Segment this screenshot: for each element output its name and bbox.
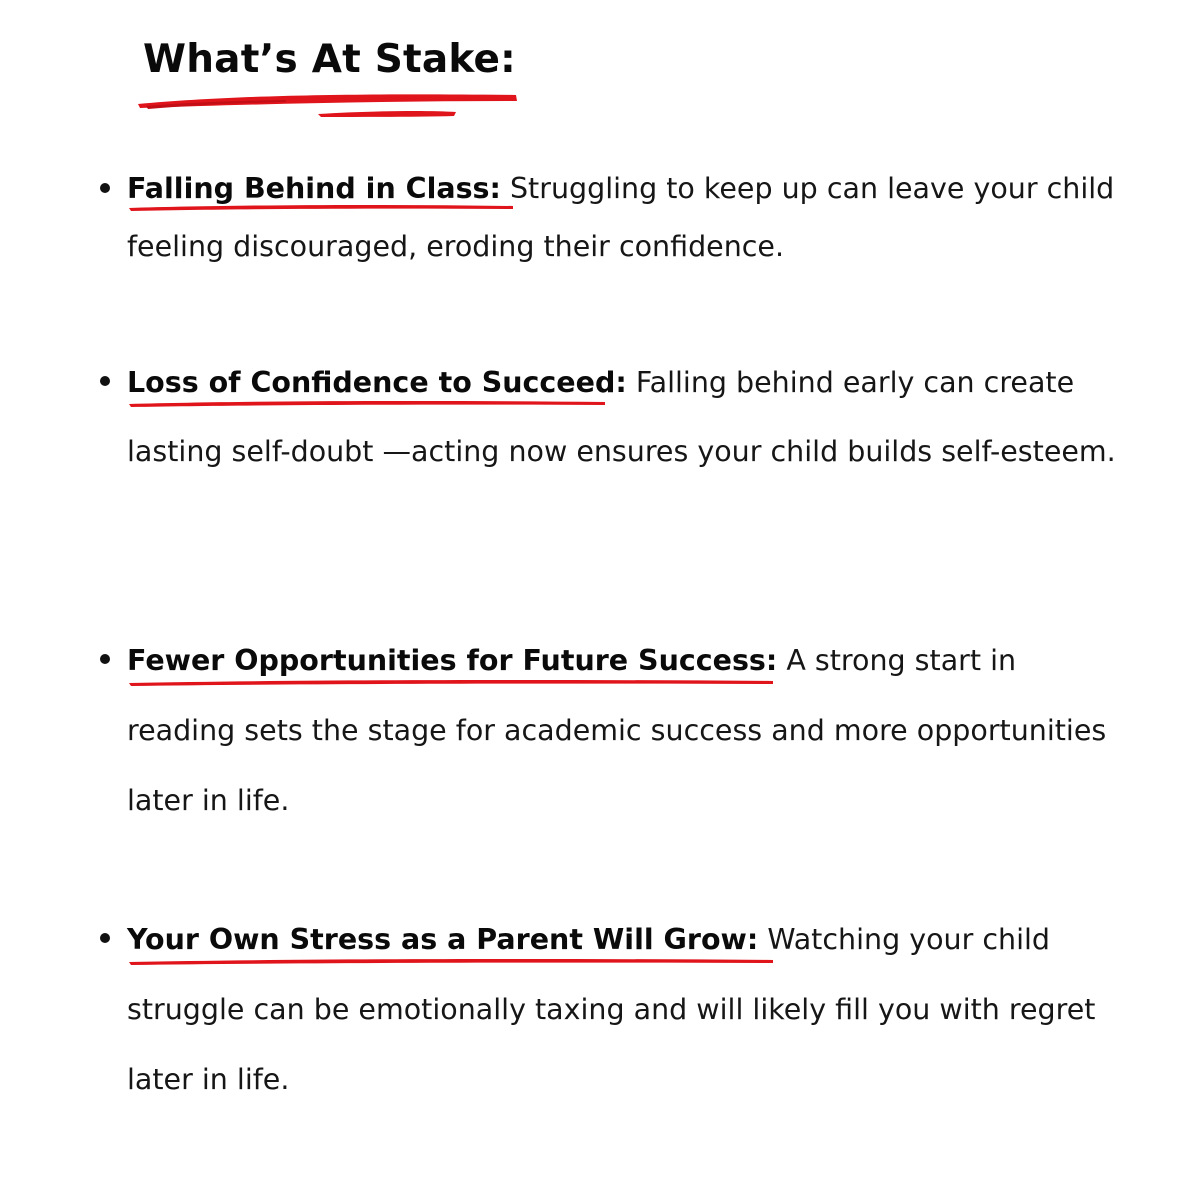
item-description: Struggling to keep up can leave your child feeling discouraged, eroding their confidence. [127,172,1115,263]
item-term: Loss of Confidence to Succeed: [127,366,627,399]
term-brush-underline [125,200,517,216]
page-title: What’s At Stake: [143,37,516,82]
bullet-dot [100,654,110,664]
item-term: Fewer Opportunities for Future Success: [127,644,778,677]
item-text [127,348,1127,486]
item-term: Falling Behind in Class: [127,172,501,205]
item-text [127,905,1127,1115]
bullet-dot [100,376,110,386]
heading-brush-underline [136,88,520,120]
item-text [127,626,1127,836]
bullet-dot [100,183,110,193]
item-description: Falling behind early can create lasting self-doubt —acting now ensures your child builds self-esteem. [127,366,1116,468]
heading-block [143,34,516,86]
term-brush-underline [125,954,777,970]
item-term: Your Own Stress as a Parent Will Grow: [127,923,759,956]
item-description: Watching your child struggle can be emotionally taxing and will likely fill you with regret later in life. [127,923,1096,1096]
term-brush-underline [125,396,609,412]
item-description: A strong start in reading sets the stage for academic success and more opportunities later in life. [127,644,1107,817]
bullet-dot [100,933,110,943]
item-text [127,160,1127,276]
term-brush-underline [125,675,777,691]
